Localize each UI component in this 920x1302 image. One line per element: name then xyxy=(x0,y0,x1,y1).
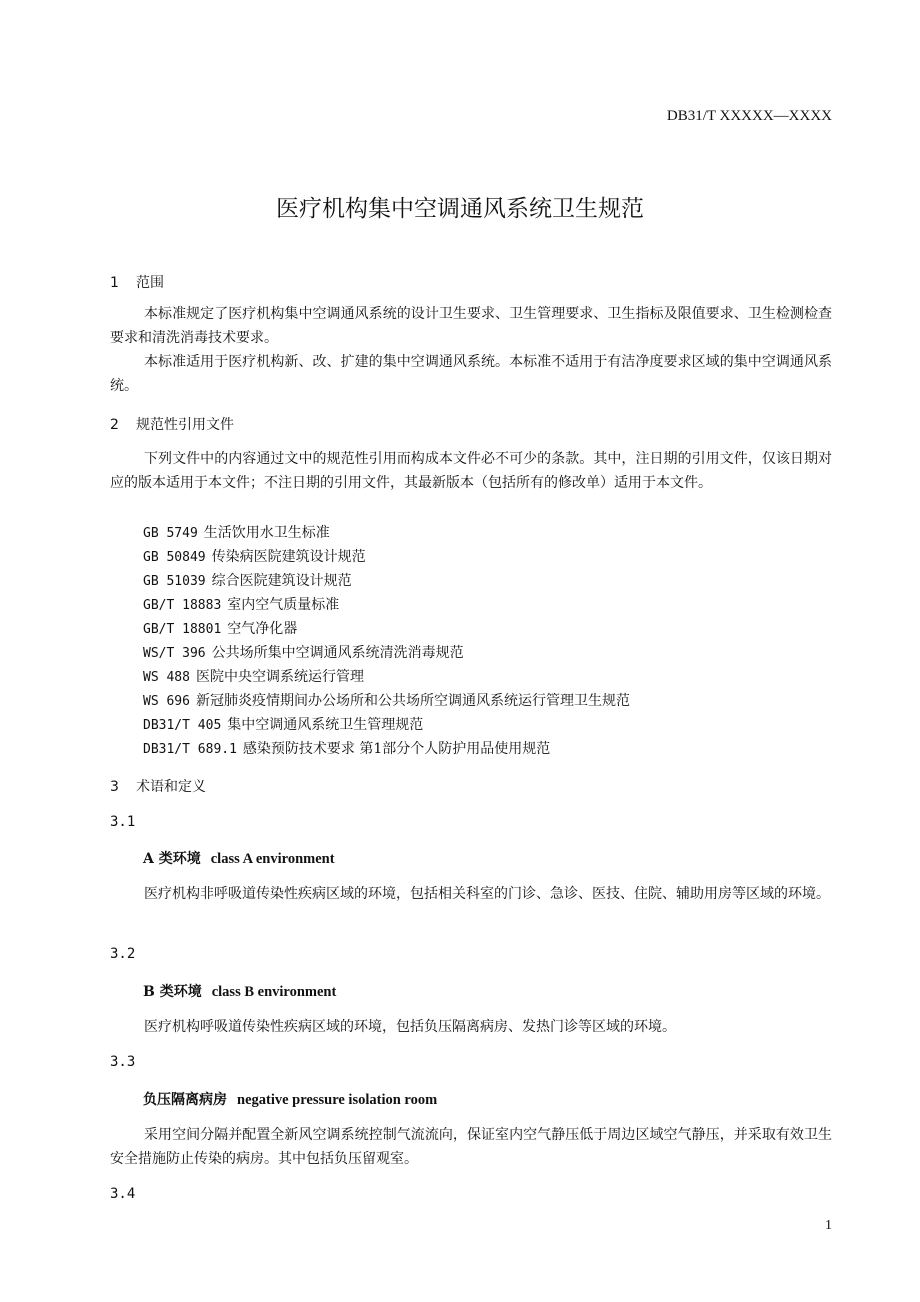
term-definition: 医疗机构非呼吸道传染性疾病区域的环境，包括相关科室的门诊、急诊、医技、住院、辅助用房等区域的环境。 xyxy=(144,886,830,902)
reference-item xyxy=(143,594,339,614)
reference-code: WS/T 396 xyxy=(143,646,206,661)
section-heading-normative-references xyxy=(110,414,234,434)
section-title: 规范性引用文件 xyxy=(136,417,234,433)
term-number: 3.2 xyxy=(110,946,136,962)
reference-title: 新冠肺炎疫情期间办公场所和公共场所空调通风系统运行管理卫生规范 xyxy=(195,693,630,709)
term-zh: 负压隔离病房 xyxy=(143,1092,227,1108)
term-number: 3.1 xyxy=(110,814,136,830)
reference-code: DB31/T 689.1 xyxy=(143,742,237,757)
section-title: 术语和定义 xyxy=(136,779,206,795)
reference-title: 传染病医院建筑设计规范 xyxy=(211,549,366,565)
reference-code: WS 696 xyxy=(143,694,190,709)
section-number: 3 xyxy=(110,779,119,795)
reference-code: WS 488 xyxy=(143,670,190,685)
reference-item xyxy=(143,738,550,758)
reference-item xyxy=(143,546,366,566)
reference-code: GB 5749 xyxy=(143,526,198,541)
term-number: 3.3 xyxy=(110,1054,136,1070)
document-number: DB31/T XXXXX—XXXX xyxy=(666,108,832,124)
reference-item xyxy=(143,642,464,662)
reference-item xyxy=(143,570,352,590)
term-en: class B environment xyxy=(211,984,337,1000)
section-heading-terms xyxy=(110,776,206,796)
section-number: 1 xyxy=(110,275,119,291)
reference-item xyxy=(143,618,297,638)
term-definition: 医疗机构呼吸道传染性疾病区域的环境，包括负压隔离病房、发热门诊等区域的环境。 xyxy=(144,1019,676,1035)
scope-paragraph-1: 本标准规定了医疗机构集中空调通风系统的设计卫生要求、卫生管理要求、卫生指标及限值要求、卫生检测检查要求和清洗消毒技术要求。 xyxy=(110,306,832,346)
term-zh: A 类环境 xyxy=(143,851,201,867)
reference-item xyxy=(143,522,330,542)
term-number: 3.4 xyxy=(110,1186,136,1202)
reference-title: 公共场所集中空调通风系统清洗消毒规范 xyxy=(211,645,464,661)
term-heading xyxy=(143,848,335,868)
reference-title: 室内空气质量标准 xyxy=(227,597,340,613)
reference-item xyxy=(143,714,423,734)
term-en: negative pressure isolation room xyxy=(237,1092,438,1108)
reference-item xyxy=(143,666,364,686)
section-number: 2 xyxy=(110,417,119,433)
reference-code: DB31/T 405 xyxy=(143,718,222,733)
document-title: 医疗机构集中空调通风系统卫生规范 xyxy=(276,196,644,222)
reference-title: 集中空调通风系统卫生管理规范 xyxy=(227,717,424,733)
reference-title: 生活饮用水卫生标准 xyxy=(203,525,330,541)
reference-code: GB/T 18883 xyxy=(143,598,222,613)
references-intro: 下列文件中的内容通过文中的规范性引用而构成本文件必不可少的条款。其中，注日期的引用文件，仅该日期对应的版本适用于本文件；不注日期的引用文件，其最新版本（包括所有的修改单）适用于本文件。 xyxy=(110,451,832,491)
reference-title: 综合医院建筑设计规范 xyxy=(211,573,352,589)
reference-title: 医院中央空调系统运行管理 xyxy=(195,669,364,685)
reference-title: 空气净化器 xyxy=(227,621,298,637)
reference-code: GB 51039 xyxy=(143,574,206,589)
term-zh: B 类环境 xyxy=(143,984,202,1000)
page-number: 1 xyxy=(825,1218,832,1233)
section-title: 范围 xyxy=(136,275,164,291)
reference-code: GB 50849 xyxy=(143,550,206,565)
reference-title: 感染预防技术要求 第1部分个人防护用品使用规范 xyxy=(242,741,551,757)
term-heading xyxy=(143,1089,437,1109)
term-heading xyxy=(143,981,336,1001)
term-definition: 采用空间分隔并配置全新风空调系统控制气流流向，保证室内空气静压低于周边区域空气静压，并采取有效卫生安全措施防止传染的病房。其中包括负压留观室。 xyxy=(110,1127,832,1167)
reference-item xyxy=(143,690,630,710)
scope-paragraph-2: 本标准适用于医疗机构新、改、扩建的集中空调通风系统。本标准不适用于有洁净度要求区域的集中空调通风系统。 xyxy=(110,354,832,394)
section-heading-scope xyxy=(110,272,164,292)
reference-code: GB/T 18801 xyxy=(143,622,222,637)
term-en: class A environment xyxy=(210,851,335,867)
